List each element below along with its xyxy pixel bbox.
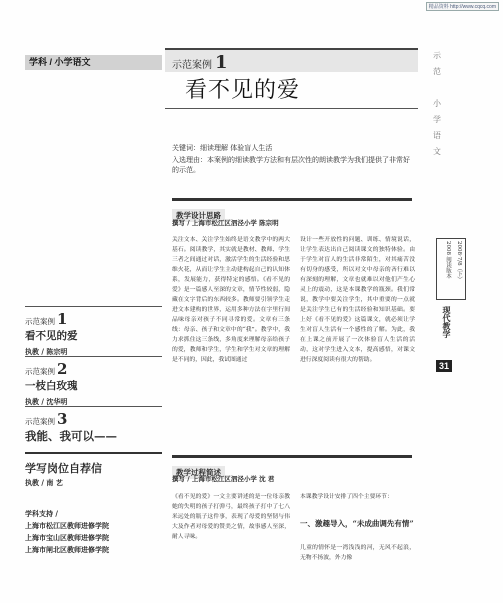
side-char: [430, 80, 444, 96]
support-title: 学科支持 /: [25, 509, 58, 518]
issue-edition: 2008 阅读版本: [445, 241, 451, 279]
case-number: 3: [57, 410, 68, 428]
vertical-side-title: [430, 48, 444, 160]
side-char: 语: [433, 131, 441, 140]
subject-label: 学科 / 小学语文: [29, 57, 91, 67]
case-label: 示范案例: [25, 367, 55, 376]
page-title: 看不见的爱: [185, 78, 301, 103]
title-rule: [165, 108, 418, 109]
case-title-continued: 学写岗位自荐信: [25, 462, 102, 475]
support-org: 上海市闸北区教师进修学院: [25, 545, 109, 554]
side-char: 示: [433, 51, 441, 60]
keywords-block: [172, 143, 412, 177]
section-author: 撰写 / 上海市松江区泗泾小学 沈 君: [172, 475, 275, 483]
case-title: 我能、我可以——: [25, 429, 117, 443]
sidebar-rule: [25, 406, 162, 407]
body-column-right: 设计一些开放性的问题、训练、情境说话，让学生表达出自己阅读课文的独特体验。由于学生对盲人的生活非常陌生，对其痛苦没有切身的感受，所以对文中母亲的吝行难以有深刻的理解，文章也就难以对他们产生心灵上的震动，这是本课教学的瓶颈。我们常说，教学中要关注学生，其中重要的一点就是关注学生已有的生活经验和知识基础。要上好《看不见的爱》这篇课文，就必须让学生对盲人生活有一个感性的了解。为此，我在上课之前开展了一次体验盲人生活的活动，这对学生进入文本，提高感悟，对课文进行深度阅读有很大的帮助。: [300, 237, 415, 363]
case-number: 1: [215, 52, 228, 73]
section-author: 撰写 / 上海市松江区泗泾小学 陈宗明: [172, 219, 279, 227]
case-label: 示范案例: [25, 317, 55, 326]
body-column-right-tail: 儿童的情怀是一湾浅浅的河，无风不起浪，无物不扬波，外力像: [300, 545, 415, 561]
magazine-name: 现代教学: [442, 306, 452, 338]
sidebar-subject-header: [25, 55, 162, 70]
sidebar-rule: [25, 306, 162, 307]
case-author: 执教 / 沈华明: [25, 397, 68, 406]
case-title: 看不见的爱: [25, 330, 78, 342]
support-org: 上海市松江区教师进修学院: [25, 521, 109, 530]
case-title: 一枝白玫瑰: [25, 380, 78, 392]
body-column-left: 关注文本、关注学生始终是语文教学中的两大基石。阅读教学，其实就是教材、教师、学生三者之间通过对话，激活学生的生活经验和思维火花，从而让学生主动建构起自己的认知体系，发展能力，获得特定的感悟。《看不见的爱》是一篇感人至深的文章，情节性较弱，隐藏在文字背后的东西较多。教师要引领学生走进文本建构的世界，运用多种方法在字里行间品味母亲对孩子不同寻常的爱。文章有三条线：母亲、孩子和文章中的“我”。教学中，我力求抓住这三条线，多角度来理解母亲给孩子的爱，教师和学生，学生和学生对文章的理解是不同的，因此，我试图通过: [172, 237, 290, 363]
keywords-line: 关键词：细读理解 体验盲人生活: [172, 144, 273, 152]
section-heading: 教学设计思路: [172, 209, 225, 222]
side-char: 范: [433, 67, 441, 76]
subheading: 一、激趣导入，“未成曲调先有情”: [300, 519, 414, 528]
issue-info-box: [436, 238, 466, 300]
sidebar-rule: [25, 356, 162, 357]
case-heading: [172, 52, 228, 73]
page-number: 31: [436, 360, 452, 372]
body-column-right-intro: 本课教学设计安排了四个主要环节：: [300, 494, 393, 500]
section-heading: 教学过程简述: [172, 466, 225, 479]
case-number: 1: [57, 310, 68, 328]
sidebar-case: [25, 410, 162, 444]
case-label: 示范案例: [172, 60, 212, 71]
selection-reason: 入选理由：本案例的细读教学方法和有层次性的朗读教学为我们提供了非常好的示范。: [172, 156, 410, 174]
watermark: 精品资料 http://www.cqcq.com: [426, 2, 499, 11]
sidebar-rule: [25, 452, 162, 454]
side-char: 文: [433, 147, 441, 156]
case-author: 执教 / 南 艺: [25, 478, 63, 487]
subject-support: [25, 508, 162, 556]
case-label: 示范案例: [25, 417, 55, 426]
side-char: 小: [433, 99, 441, 108]
body-column-left: 《看不见的爱》一文主要讲述的是一位母亲教她的失明的孩子打弹弓，最终孩子打中了七八米远处的瓶子这件事，表现了母爱的坚韧与伟大及作者对母爱的赞美之情，故事感人至深，耐人寻味。: [172, 494, 290, 540]
support-org: 上海市宝山区教师进修学院: [25, 533, 109, 542]
sidebar-case: [25, 360, 162, 407]
case-author: 执教 / 陈宗明: [25, 347, 68, 356]
sidebar-case: [25, 310, 162, 357]
issue-date: 2008·7/8（下）: [456, 241, 462, 283]
section-rule: [172, 198, 412, 201]
case-number: 2: [57, 360, 68, 378]
side-char: 学: [433, 115, 441, 124]
section-rule: [172, 455, 412, 458]
